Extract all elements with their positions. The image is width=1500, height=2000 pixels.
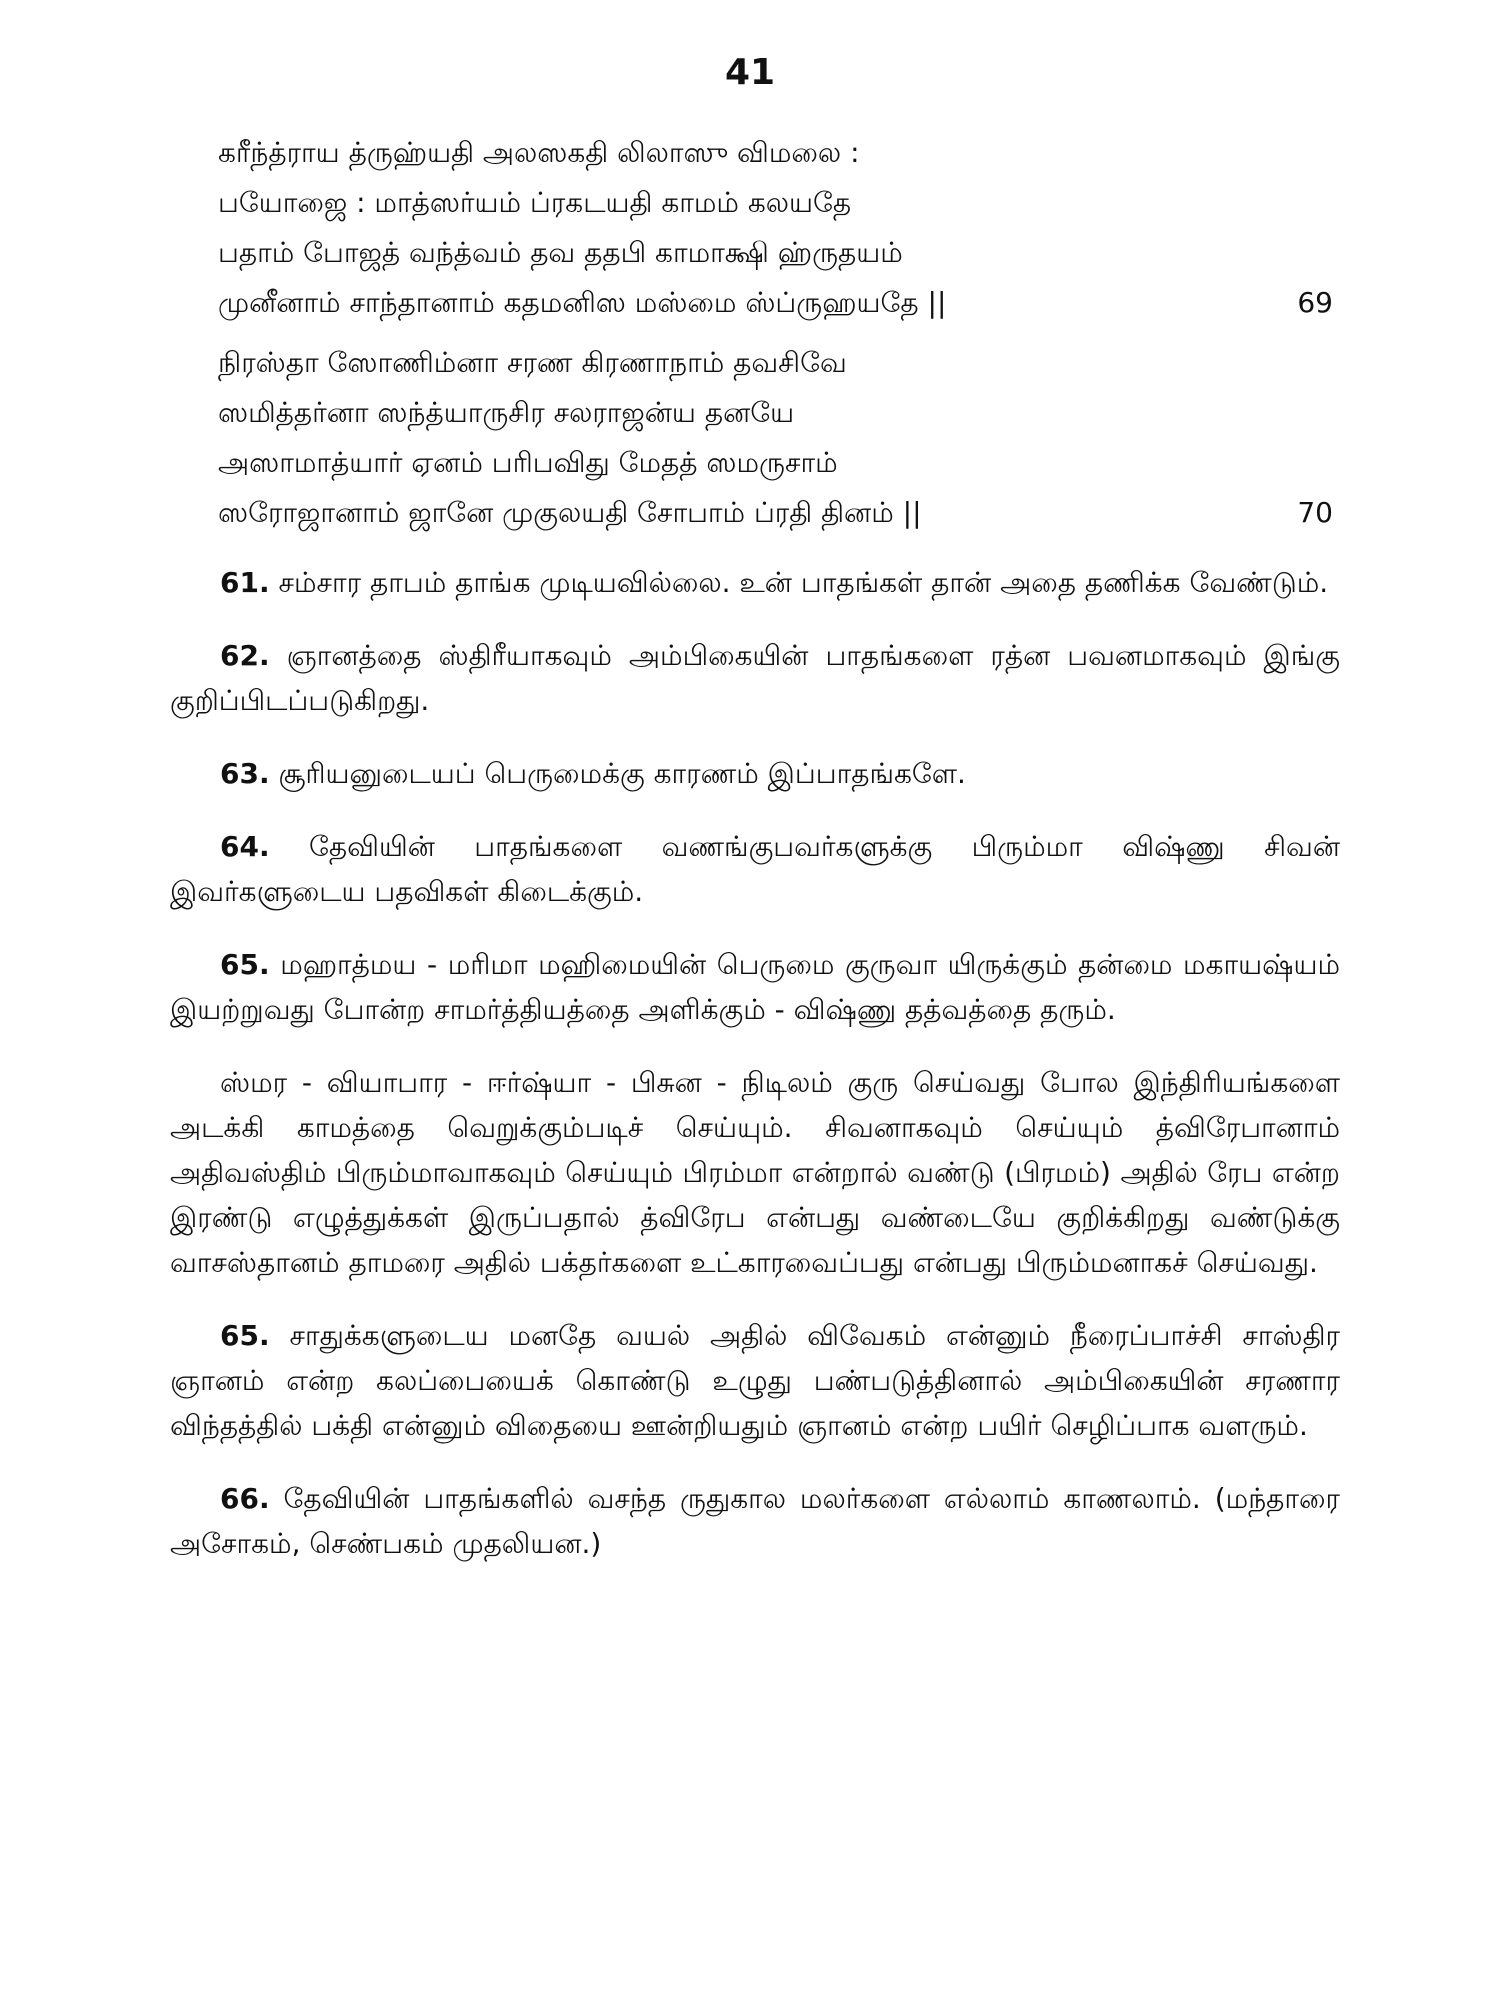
verse-line-text: ஸரோஜானாம் ஜானே முகுலயதி சோபாம் ப்ரதி தினம் || — [218, 496, 922, 529]
note-64 — [170, 824, 1340, 914]
verse-line-text: ஸமித்தர்னா ஸந்த்யாருசிர சலராஜன்ய தனயே — [218, 396, 795, 429]
verse-line-text: அஸாமாத்யார் ஏனம் பரிபவிது மேதத் ஸமருசாம் — [218, 446, 838, 479]
verse-line — [218, 488, 1333, 538]
verse-line-text: முனீனாம் சாந்தானாம் கதமனிஸ மஸ்மை ஸ்ப்ருஹயதே || — [218, 286, 947, 319]
note-text: சம்சார தாபம் தாங்க முடியவில்லை. உன் பாதங்கள் தான் அதை தணிக்க வேண்டும். — [278, 566, 1329, 599]
note-65a — [170, 942, 1340, 1032]
note-number: 63. — [220, 757, 270, 790]
verse-line-text: பதாம் போஜத் வந்த்வம் தவ ததபி காமாக்ஷி ஹ்ருதயம் — [218, 236, 903, 269]
note-65b — [170, 1313, 1340, 1448]
note-number: 64. — [220, 830, 270, 863]
verse-number: 69 — [1297, 286, 1333, 319]
verse-line-text: நிரஸ்தா ஸோணிம்னா சரண கிரணாநாம் தவசிவே — [218, 346, 847, 379]
note-number: 62. — [220, 639, 270, 672]
note-text: மஹாத்மய - மரிமா மஹிமையின் பெருமை குருவா யிருக்கும் தன்மை மகாயஷ்யம் இயற்றுவது போன்ற சாமர்த்தியத்தை அளிக்கும் - விஷ்ணு தத்வத்தை தரும். — [170, 948, 1340, 1026]
note-text: ஸ்மர - வியாபார - ஈர்ஷ்யா - பிசுன - நிடிலம் குரு செய்வது போல இந்திரியங்களை அடக்கி காமத்தை வெறுக்கும்படிச் செய்யும். சிவனாகவும் செய்யும் த்விரேபானாம் அதிவஸ்திம் பிரும்மாவாகவும் செய்யும் பிரம்மா என்றால் வண்டு (பிரமம்) அதில் ரேப என்ற இரண்டு எழுத்துக்கள் இருப்பதால் த்விரேப என்பது வண்டையே குறிக்கிறது வண்டுக்கு வாசஸ்தானம் தாமரை அதில் பக்தர்களை உட்காரவைப்பது என்பது பிரும்மனாகச் செய்வது. — [170, 1066, 1340, 1279]
note-62 — [170, 633, 1340, 723]
verse-number: 70 — [1297, 496, 1333, 529]
note-65-continued — [170, 1060, 1340, 1285]
verse-line — [218, 338, 1333, 388]
note-text: தேவியின் பாதங்களை வணங்குபவர்களுக்கு பிரும்மா விஷ்ணு சிவன் இவர்களுடைய பதவிகள் கிடைக்கும். — [170, 830, 1341, 908]
verse-line — [218, 228, 1333, 278]
commentary-notes — [170, 560, 1340, 1594]
note-number: 66. — [220, 1482, 270, 1515]
verse-line-text: பயோஜை : மாத்ஸர்யம் ப்ரகடயதி காமம் கலயதே — [218, 186, 852, 219]
page-number: 41 — [724, 52, 776, 93]
verse-line — [218, 438, 1333, 488]
note-text: சாதுக்களுடைய மனதே வயல் அதில் விவேகம் என்னும் நீரைப்பாச்சி சாஸ்திர ஞானம் என்ற கலப்பையைக் கொண்டு உழுது பண்படுத்தினால் அம்பிகையின் சரணார விந்தத்தில் பக்தி என்னும் விதையை ஊன்றியதும் ஞானம் என்ற பயிர் செழிப்பாக வளரும். — [170, 1319, 1340, 1442]
verse-70 — [218, 338, 1333, 538]
note-66 — [170, 1476, 1340, 1566]
verse-line — [218, 128, 1333, 178]
note-text: ஞானத்தை ஸ்திரீயாகவும் அம்பிகையின் பாதங்களை ரத்ன பவனமாகவும் இங்கு குறிப்பிடப்படுகிறது. — [170, 639, 1340, 717]
note-number: 65. — [220, 948, 270, 981]
note-63 — [170, 751, 1340, 796]
note-number: 65. — [220, 1319, 270, 1352]
verse-69 — [218, 128, 1333, 328]
verse-line — [218, 278, 1333, 328]
verse-line — [218, 178, 1333, 228]
verse-line — [218, 388, 1333, 438]
verse-line-text: கரீந்த்ராய த்ருஹ்யதி அலஸகதி லிலாஸு விமலை : — [218, 136, 860, 169]
note-text: சூரியனுடையப் பெருமைக்கு காரணம் இப்பாதங்களே. — [278, 757, 966, 790]
note-number: 61. — [220, 566, 270, 599]
note-61 — [170, 560, 1340, 605]
note-text: தேவியின் பாதங்களில் வசந்த ருதுகால மலர்களை எல்லாம் காணலாம். (மந்தாரை அசோகம், செண்பகம் முதலியன.) — [170, 1482, 1340, 1560]
